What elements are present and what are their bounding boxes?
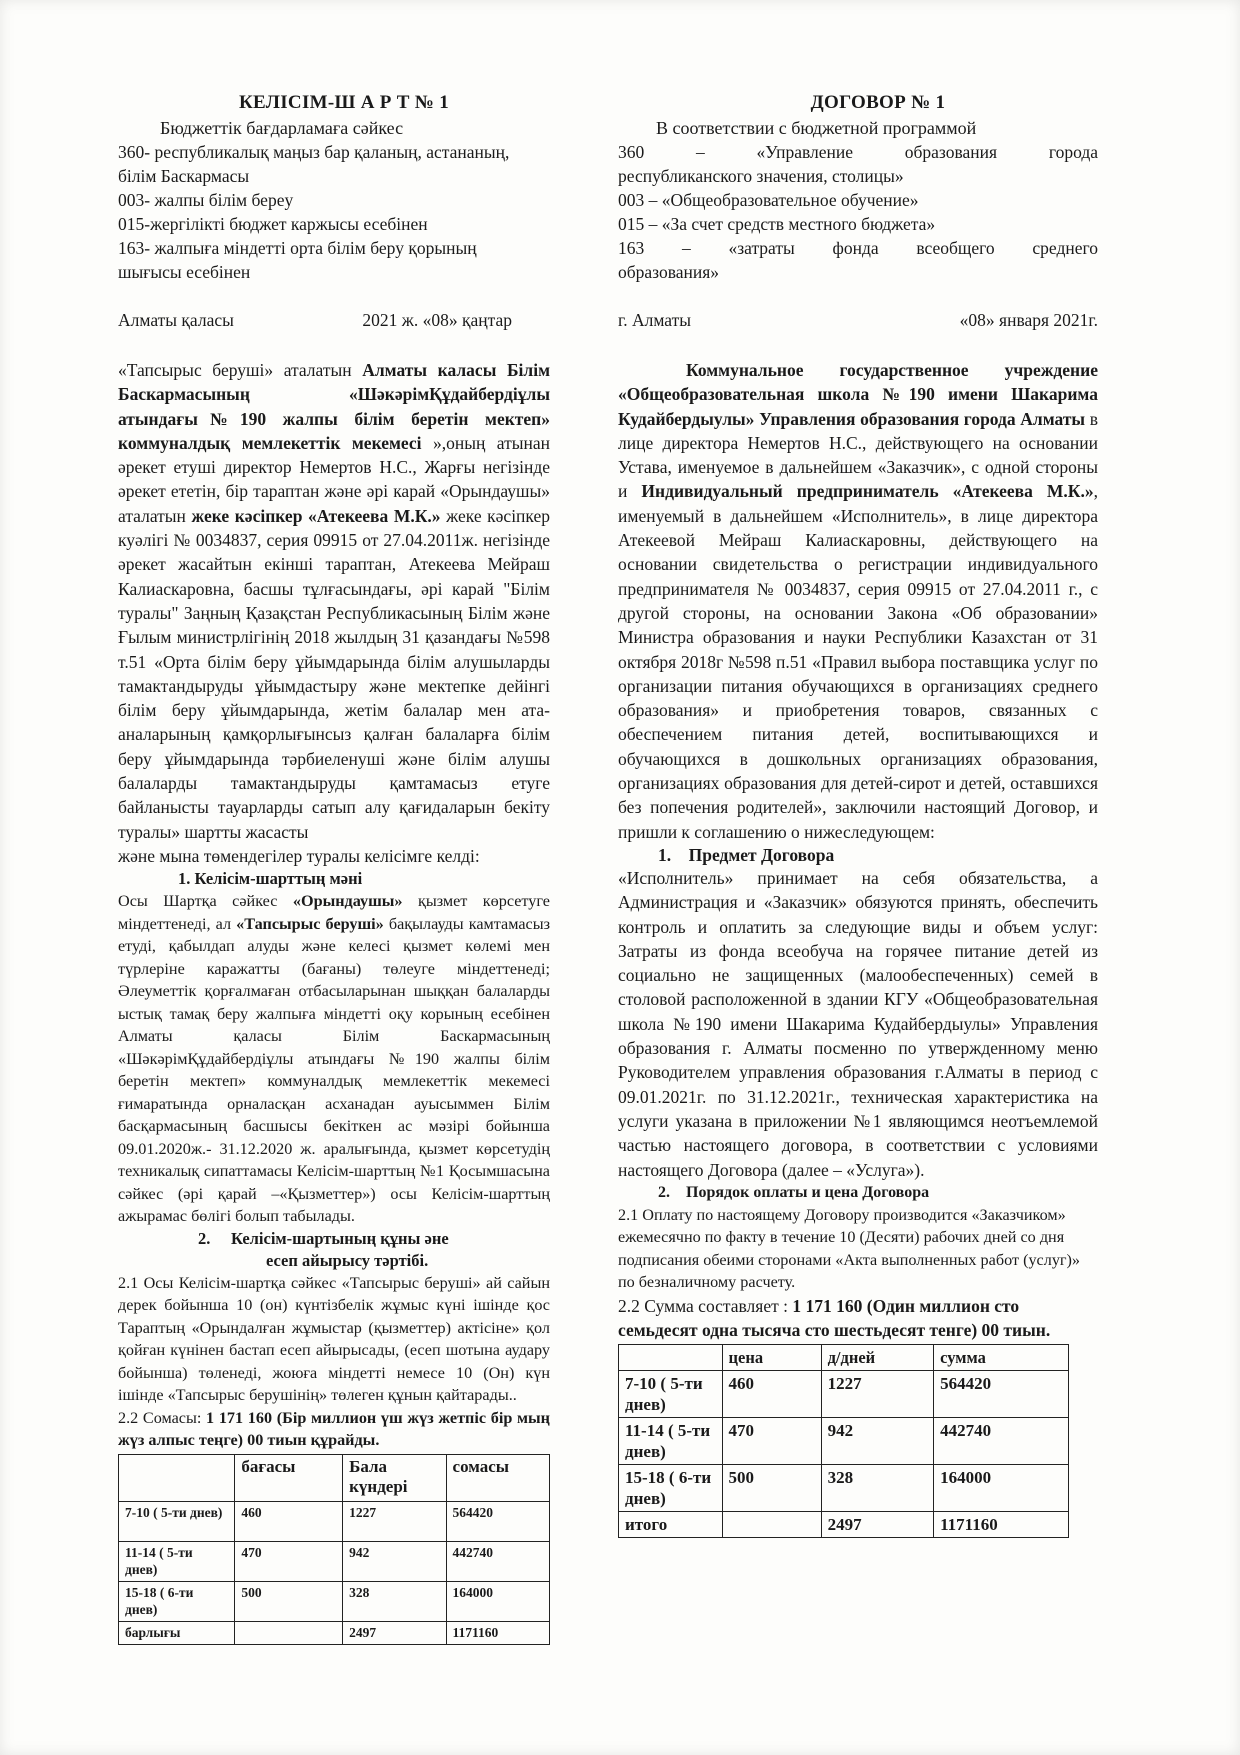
kz-section2-title bbox=[118, 1228, 550, 1250]
ru-subtitle: В соответствии с бюджетной программой bbox=[656, 118, 977, 138]
kz-budget-line: 360- республикалық маңыз бар қаланың, астананың, bbox=[118, 142, 510, 162]
table-header-cell: бағасы bbox=[235, 1454, 343, 1501]
table-row bbox=[119, 1541, 550, 1581]
kz-section1-text: қызмет көрсетуге міндеттенеді, ал bbox=[118, 892, 550, 933]
kz-contractor-name: жеке кәсіпкер «Атекеева М.К.» bbox=[191, 505, 441, 526]
ru-budget-line: 163 – «затраты фонда всеобщего среднего образования» bbox=[618, 238, 1103, 282]
price-cell: 470 bbox=[722, 1418, 821, 1465]
child-days-cell: 942 bbox=[821, 1418, 934, 1465]
ru-preamble-text: , именуемый в дальнейшем «Исполнитель», в лице директора Атекеевой Мейраш Калиаскаровны, действующего на основании свидетельства о регистрации индивидуального предпринимателя № 0034837, серия 09915 от 27.04.2011 г., bbox=[618, 481, 1098, 599]
total-price-cell bbox=[235, 1621, 343, 1644]
kz-budget-line: 163- жалпыға міндетті орта білім беру қорының bbox=[118, 238, 477, 258]
ru-sum-value: 1 171 160 (Один миллион сто семьдесят одна тысяча сто шестьдесят тенге) 00 тиын. bbox=[618, 1295, 1051, 1341]
ru-budget-line: 015 – «За счет средств местного бюджета» bbox=[618, 214, 936, 234]
kz-section2-1: 2.1 Осы Келісім-шартқа сәйкес «Тапсырыс беруші» ай сайын дерек бойынша 10 (он) күнтізбелік жұмыс күні ішінде қос Тараптың «Орындалған жұмыстар (қызметтер) актісіне» қол қойған күнінен бастап есеп айырысады, (есеп шотына аудару бойынша) төленеді, жоюға міндетті немесе 10 (Он) күн ішінде «Тапсырыс берушінің» төлеген құнын қайтарады.. bbox=[118, 1273, 550, 1405]
kz-section1-title: 1. Келісім-шарттың мәні bbox=[178, 869, 363, 889]
ru-section1-body: «Исполнитель» принимает на себя обязательства, а Администрация и «Заказчик» обязуются принять, обеспечить контроль и оплатить за следующие виды и объем услуг: Затраты из фонда всеобуча на горячее питание детей из социально не защищенных (малообеспеченных) семей в столовой расположенной в здании КГУ «Общеобразовательная школа №190 имени Шакарима Кудайбердыулы» Управления образования г. Алматы посменно по утвержденному меню Руководителем управления образования г.Алматы в период с 09.01.2021г. по 31.12.2021г., техническая характеристика на услуги указана в приложении №1 являющимся неотъемлемой частью настоящего договора, в соответствии с условиями настоящего Договора (далее – «Услуга»). bbox=[618, 867, 1098, 1180]
total-amount-cell: 1171160 bbox=[934, 1512, 1069, 1538]
table-header-cell: сомасы bbox=[446, 1454, 549, 1501]
kazakh-contract-column bbox=[118, 92, 550, 1645]
amount-cell: 164000 bbox=[446, 1581, 549, 1621]
ru-preamble-text: в лице директора Немертов Н.С., действующего на основании Устава, именуемое в дальнейшем «Заказчик», с одной стороны и bbox=[618, 408, 1098, 502]
kz-customer-name: Алматы каласы Білім Баскармасының «ШәкәрімҚұдайбердіұлы атындағы№190 жалпы білім беретін мектеп» коммуналдық мемлекеттік мекемесі bbox=[118, 360, 550, 453]
kz-sum-value: 1 171 160 (Бір миллион үш жүз жетпіс бір мың жүз алпыс теңге) 00 тиын құрайды. bbox=[118, 1408, 550, 1450]
kz-price-table bbox=[118, 1454, 550, 1645]
table-header-cell bbox=[119, 1454, 235, 1501]
russian-contract-column bbox=[618, 92, 1103, 1538]
amount-cell: 164000 bbox=[934, 1465, 1069, 1512]
amount-cell: 442740 bbox=[446, 1541, 549, 1581]
kz-budget-line: білім Баскармасы bbox=[118, 166, 250, 186]
kz-budget-line: 003- жалпы білім берeу bbox=[118, 190, 294, 210]
total-days-cell: 2497 bbox=[343, 1621, 446, 1644]
total-amount-cell: 1171160 bbox=[446, 1621, 549, 1644]
price-cell: 460 bbox=[722, 1371, 821, 1418]
ru-budget-line: 003 – «Общеобразовательное обучение» bbox=[618, 190, 919, 210]
kz-preamble bbox=[118, 358, 550, 844]
ru-place-date bbox=[618, 308, 1098, 332]
child-days-cell: 328 bbox=[343, 1581, 446, 1621]
kz-section2-title-a: Келісім-шартының құны әне bbox=[231, 1228, 449, 1248]
table-total-row bbox=[619, 1512, 1069, 1538]
age-group-cell: 11-14 ( 5-ти днев) bbox=[619, 1418, 723, 1465]
age-group-cell: 11-14 ( 5-ти днев) bbox=[119, 1541, 235, 1581]
table-header-cell: сумма bbox=[934, 1345, 1069, 1371]
total-days-cell: 2497 bbox=[821, 1512, 934, 1538]
kz-budget-line: 015-жергілікті бюджет каржысы есебінен bbox=[118, 214, 428, 234]
kz-section2-number: 2. bbox=[198, 1228, 211, 1248]
table-header-row bbox=[619, 1345, 1069, 1371]
ru-customer-name: Коммунальное государственное учреждение «Общеобразовательная школа №190 имени Шакарима Кудайбердыулы» Управления образования города Алматы bbox=[618, 360, 1098, 429]
kz-section2-2 bbox=[118, 1407, 550, 1452]
kz-budget-lines bbox=[118, 140, 550, 284]
age-group-cell: 15-18 ( 6-ти днев) bbox=[119, 1581, 235, 1621]
table-header-cell: Бала күндері bbox=[343, 1454, 446, 1501]
kz-section1-text: Осы Шартқа сәйкес bbox=[118, 892, 293, 911]
child-days-cell: 328 bbox=[821, 1465, 934, 1512]
ru-section2-2 bbox=[618, 1294, 1098, 1343]
table-header-cell bbox=[619, 1345, 723, 1371]
ru-budget-lines bbox=[618, 140, 1103, 284]
kz-place-date bbox=[118, 308, 550, 332]
kz-customer-term: «Тапсырыс беруші» bbox=[236, 914, 384, 933]
kz-preamble-text: жеке кәсіпкер куәлігі № 0034837, серия 09915 от 27.04.2011ж. негізінде әрекет жасайтын екінші тараптан, Атекеева Мейраш Калиаскаровна, басшы тұлғасындағы, әрі карай "Білім туралы" Заңның Қазақстан Республикасының Білім және Ғылым министрлігінің 2018 жылдың 31 қазандағы №598 т.51 «Орта білім беру ұйымдарында білім алушыларды тамактандыруды ұйымдастыру және мектепке дейінгі білім беру ұйымдарында, жетім балалар мен ата-аналарының қамқорлығынсыз қалған балаларға білім беру ұйымдарында тәрбиеленуші және білім алушы балаларды тамактандыруды қамтамасыз етуге байланысты тауарларды сатып алу қағидаларын бекіту туралы» шартты жасасты bbox=[118, 505, 551, 842]
kz-sum-label: 2.2 Сомасы: bbox=[118, 1408, 207, 1427]
total-label-cell: барлығы bbox=[119, 1621, 235, 1644]
table-row bbox=[119, 1581, 550, 1621]
kz-agreement-line: және мына төмендегілер туралы келісімге келді: bbox=[118, 845, 480, 866]
kz-title: КЕЛІСІМ-Ш А Р Т № 1 bbox=[238, 92, 450, 113]
kz-subtitle: Бюджеттік бағдарламаға сәйкес bbox=[160, 118, 404, 138]
ru-date: «08» января 2021г. bbox=[959, 310, 1098, 330]
age-group-cell: 15-18 ( 6-ти днев) bbox=[619, 1465, 723, 1512]
ru-contractor-name: Индивидуальный предприниматель «Атекеева М.К.» bbox=[641, 481, 1094, 502]
kz-city: Алматы қаласы bbox=[118, 310, 234, 330]
amount-cell: 564420 bbox=[446, 1501, 549, 1541]
table-row bbox=[619, 1371, 1069, 1418]
table-header-cell: цена bbox=[722, 1345, 821, 1371]
kz-preamble-text: «Тапсырыс беруші» аталатын bbox=[118, 360, 363, 380]
total-label-cell: итого bbox=[619, 1512, 723, 1538]
ru-preamble-text: с другой стороны, на основании Закона «Об образовании» Министра образования и науки Республики Казахстан от 31 октября 2018г №598 п.51 «Правил выбора поставщика услуг по организации питания обучающихся в организациях среднего образования» и приобретения товаров, связанных с обеспечением питания детей, воспитывающихся и обучающихся в дошкольных организациях образования, организациях образования для детей-сирот и детей, оставшихся без попечения родителей», заключили настоящий Договор, и пришли к соглашению о нижеследующем: bbox=[618, 578, 1098, 842]
child-days-cell: 1227 bbox=[343, 1501, 446, 1541]
kz-section2-subtitle: есеп айырысу тәртібі. bbox=[266, 1250, 429, 1270]
child-days-cell: 1227 bbox=[821, 1371, 934, 1418]
ru-sum-label: 2.2 Сумма составляет : bbox=[618, 1295, 793, 1316]
table-header-cell: д/дней bbox=[821, 1345, 934, 1371]
ru-city: г. Алматы bbox=[618, 310, 691, 330]
price-cell: 500 bbox=[722, 1465, 821, 1512]
kz-section1-body bbox=[118, 890, 550, 1228]
ru-section2-title: 2. Порядок оплаты и цена Договора bbox=[658, 1183, 930, 1201]
ru-price-table bbox=[618, 1344, 1069, 1538]
child-days-cell: 942 bbox=[343, 1541, 446, 1581]
amount-cell: 442740 bbox=[934, 1418, 1069, 1465]
price-cell: 460 bbox=[235, 1501, 343, 1541]
age-group-cell: 7-10 ( 5-ти днев) bbox=[119, 1501, 235, 1541]
table-header-row bbox=[119, 1454, 550, 1501]
ru-title: ДОГОВОР № 1 bbox=[810, 92, 946, 113]
total-price-cell bbox=[722, 1512, 821, 1538]
table-row bbox=[619, 1465, 1069, 1512]
table-row bbox=[119, 1501, 550, 1541]
table-total-row bbox=[119, 1621, 550, 1644]
kz-preamble-text: »,оның атынан әрекет етуші директор Немертов Н.С., Жарғы негізінде әрекет ететін, бір тараптан және әрі карай «Орындаушы» аталатын bbox=[118, 432, 550, 526]
ru-budget-line: 360 – «Управление образования города республиканского значения, столицы» bbox=[618, 142, 1103, 186]
price-cell: 470 bbox=[235, 1541, 343, 1581]
kz-date: 2021 ж. «08» қаңтар bbox=[362, 310, 512, 330]
ru-section1-title: 1. Предмет Договора bbox=[658, 844, 835, 865]
kz-contractor-term: «Орындаушы» bbox=[292, 892, 403, 911]
table-row bbox=[619, 1418, 1069, 1465]
kz-section1-text: бақылауды камтамасыз етуді, қабылдап алуды және келесі қызмет көлемі мен түрлеріне каражатты (бағаны) төлеуге міндеттенеді; Әлеуметтік қорғалмаған отбасыларынан шыққан балаларды ыстық тамақ беру жалпыға міндетті оқу корының есебінен Алматы қаласы Білім Баскармасының «ШәкәрімҚұдайбердіұлы атындағы №190 жалпы білім беретін мектеп» коммуналдық мемлекеттік мекемесі ғимаратында орналасқан асханадан ауысыммен Білім басқармасының басшысы бекіткен ас мәзірі бойынша 09.01.2020ж.- 31.12.2020 ж. аралығында, қызмет көрсетудің техникалық сипаттамасы Келісім-шарттың №1 Қосымшасына сәйкес (әрі қарай –«Қызметтер») осы Келісім-шарттың ажырамас бөлігі болып табылады. bbox=[118, 914, 550, 1226]
age-group-cell: 7-10 ( 5-ти днев) bbox=[619, 1371, 723, 1418]
price-cell: 500 bbox=[235, 1581, 343, 1621]
kz-budget-line: шығысы есебінен bbox=[118, 262, 251, 282]
ru-section2-1: 2.1 Оплату по настоящему Договору производится «Заказчиком» ежемесячно по факту в течение 10 (Десяти) рабочих дней со дня подписания обеими сторонами «Акта выполненных работ (услуг)» по безналичному расчету. bbox=[618, 1205, 1081, 1292]
ru-preamble bbox=[618, 358, 1098, 844]
amount-cell: 564420 bbox=[934, 1371, 1069, 1418]
